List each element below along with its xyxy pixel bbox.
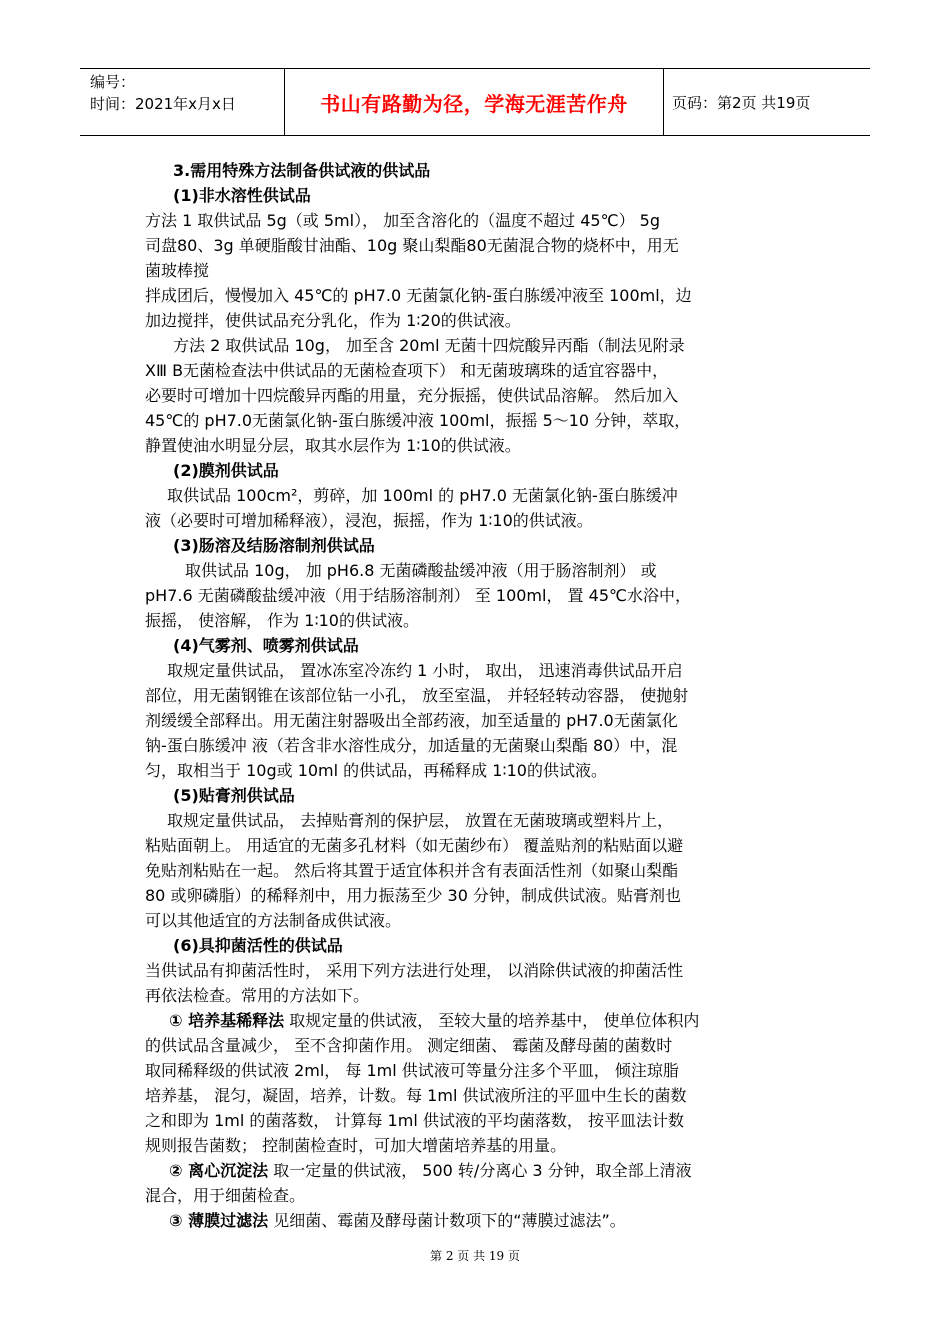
text-line: ⅩⅢ B无菌检查法中供试品的无菌检查项下） 和无菌玻璃珠的适宜容器中， [145,361,669,380]
subsection-heading: (4)气雾剂、喷雾剂供试品 [173,636,359,655]
text-line: 取同稀释级的供试液 2ml， 每 1ml 供试液可等量分注多个平皿， 倾注琼脂 [145,1061,679,1080]
subsection-heading: (5)贴膏剂供试品 [173,786,295,805]
text-line: pH7.6 无菌磷酸盐缓冲液（用于结肠溶制剂） 至 100ml， 置 45℃水浴中， [145,586,691,605]
text-line: 规则报告菌数； 控制菌检查时，可加大增菌培养基的用量。 [145,1136,567,1155]
text-line: 免贴剂粘贴在一起。 然后将其置于适宜体积并含有表面活性剂（如聚山梨酯 [145,861,679,880]
text-line: 粘贴面朝上。 用适宜的无菌多孔材料（如无菌纱布） 覆盖贴剂的粘贴面以避 [145,836,684,855]
text-line: 部位，用无菌钢锥在该部位钻一小孔， 放至室温， 并轻轻转动容器， 使抛射 [145,686,689,705]
method-text: 取一定量的供试液， 500 转/分离心 3 分钟，取全部上清液 [273,1161,692,1180]
text-line: 取供试品 100cm²，剪碎，加 100ml 的 pH7.0 无菌氯化钠-蛋白胨缓冲 [167,486,678,505]
text-line: 取供试品 10g， 加 pH6.8 无菌磷酸盐缓冲液（用于肠溶制剂） 或 [185,561,657,580]
text-line: 培养基， 混匀，凝固，培养，计数。每 1ml 供试液所注的平皿中生长的菌数 [145,1086,687,1105]
text-line: 可以其他适宜的方法制备成供试液。 [145,911,402,930]
text-line: 方法 1 取供试品 5g（或 5ml）， 加至含溶化的（温度不超过 45℃） 5g [145,211,660,230]
text-line: 剂缓缓全部释出。用无菌注射器吸出全部药液，加至适量的 pH7.0无菌氯化 [145,711,678,730]
text-line: 混合，用于细菌检查。 [145,1186,306,1205]
subsection-heading: (2)膜剂供试品 [173,461,279,480]
subsection-heading: (3)肠溶及结肠溶制剂供试品 [173,536,375,555]
text-line: 取规定量供试品， 置冰冻室冷冻约 1 小时， 取出， 迅速消毒供试品开启 [167,661,683,680]
text-line: 匀，取相当于 10g或 10ml 的供试品，再稀释成 1∶10的供试液。 [145,761,607,780]
document-body [145,158,817,1233]
method-label-dilution: ① 培养基稀释法 [169,1011,285,1030]
text-line: 方法 2 取供试品 10g， 加至含 20ml 无菌十四烷酸异丙酯（制法见附录 [173,336,685,355]
subsection-heading: (1)非水溶性供试品 [173,186,311,205]
text-line: 之和即为 1ml 的菌落数， 计算每 1ml 供试液的平均菌落数， 按平皿法计数 [145,1111,684,1130]
text-line: 当供试品有抑菌活性时， 采用下列方法进行处理， 以消除供试液的抑菌活性 [145,961,684,980]
header-info-cell [80,69,284,135]
text-line: 再依法检查。常用的方法如下。 [145,986,370,1005]
text-line: 钠-蛋白胨缓冲 液（若含非水溶性成分，加适量的无菌聚山梨酯 80）中，混 [145,736,678,755]
section-heading: 3.需用特殊方法制备供试液的供试品 [173,161,431,180]
text-line: 菌玻棒搅 [145,261,210,280]
method-text: 见细菌、霉菌及酵母菌计数项下的“薄膜过滤法”。 [273,1211,626,1230]
header-motto: 书山有路勤为径，学海无涯苦作舟 [284,69,664,135]
text-line: 振摇， 使溶解， 作为 1∶10的供试液。 [145,611,419,630]
method-label-membrane: ③ 薄膜过滤法 [169,1211,269,1230]
text-line: 必要时可增加十四烷酸异丙酯的用量，充分振摇，使供试品溶解。 然后加入 [145,386,679,405]
text-line: 拌成团后，慢慢加入 45℃的 pH7.0 无菌氯化钠-蛋白胨缓冲液至 100ml，边 [145,286,692,305]
page-footer: 第 2 页 共 19 页 [430,1249,520,1263]
text-line: 45℃的 pH7.0无菌氯化钠-蛋白胨缓冲液 100ml，振摇 5～10 分钟，萃取， [145,411,691,430]
subsection-heading: (6)具抑菌活性的供试品 [173,936,343,955]
method-line [145,1158,817,1183]
method-label-centrifuge: ② 离心沉淀法 [169,1161,269,1180]
text-line: 的供试品含量减少， 至不含抑菌作用。 测定细菌、 霉菌及酵母菌的菌数时 [145,1036,673,1055]
header-page-number: 页码：第2页 共19页 [672,93,811,112]
text-line: 司盘80、3g 单硬脂酸甘油酯、10g 聚山梨酯80无菌混合物的烧杯中，用无 [145,236,679,255]
method-line [145,1008,817,1033]
method-line [145,1208,817,1233]
method-text: 取规定量的供试液， 至较大量的培养基中， 使单位体积内 [289,1011,700,1030]
text-line: 80 或卵磷脂）的稀释剂中，用力振荡至少 30 分钟，制成供试液。贴膏剂也 [145,886,681,905]
text-line: 静置使油水明显分层，取其水层作为 1∶10的供试液。 [145,436,521,455]
document-date: 时间：2021年x月x日 [90,95,236,113]
text-line: 取规定量供试品， 去掉贴膏剂的保护层， 放置在无菌玻璃或塑料片上， [167,811,674,830]
text-line: 液（必要时可增加稀释液），浸泡，振摇，作为 1∶10的供试液。 [145,511,593,530]
header-table [80,68,870,136]
text-line: 加边搅拌，使供试品充分乳化，作为 1∶20的供试液。 [145,311,521,330]
document-number: 编号： [90,73,136,91]
